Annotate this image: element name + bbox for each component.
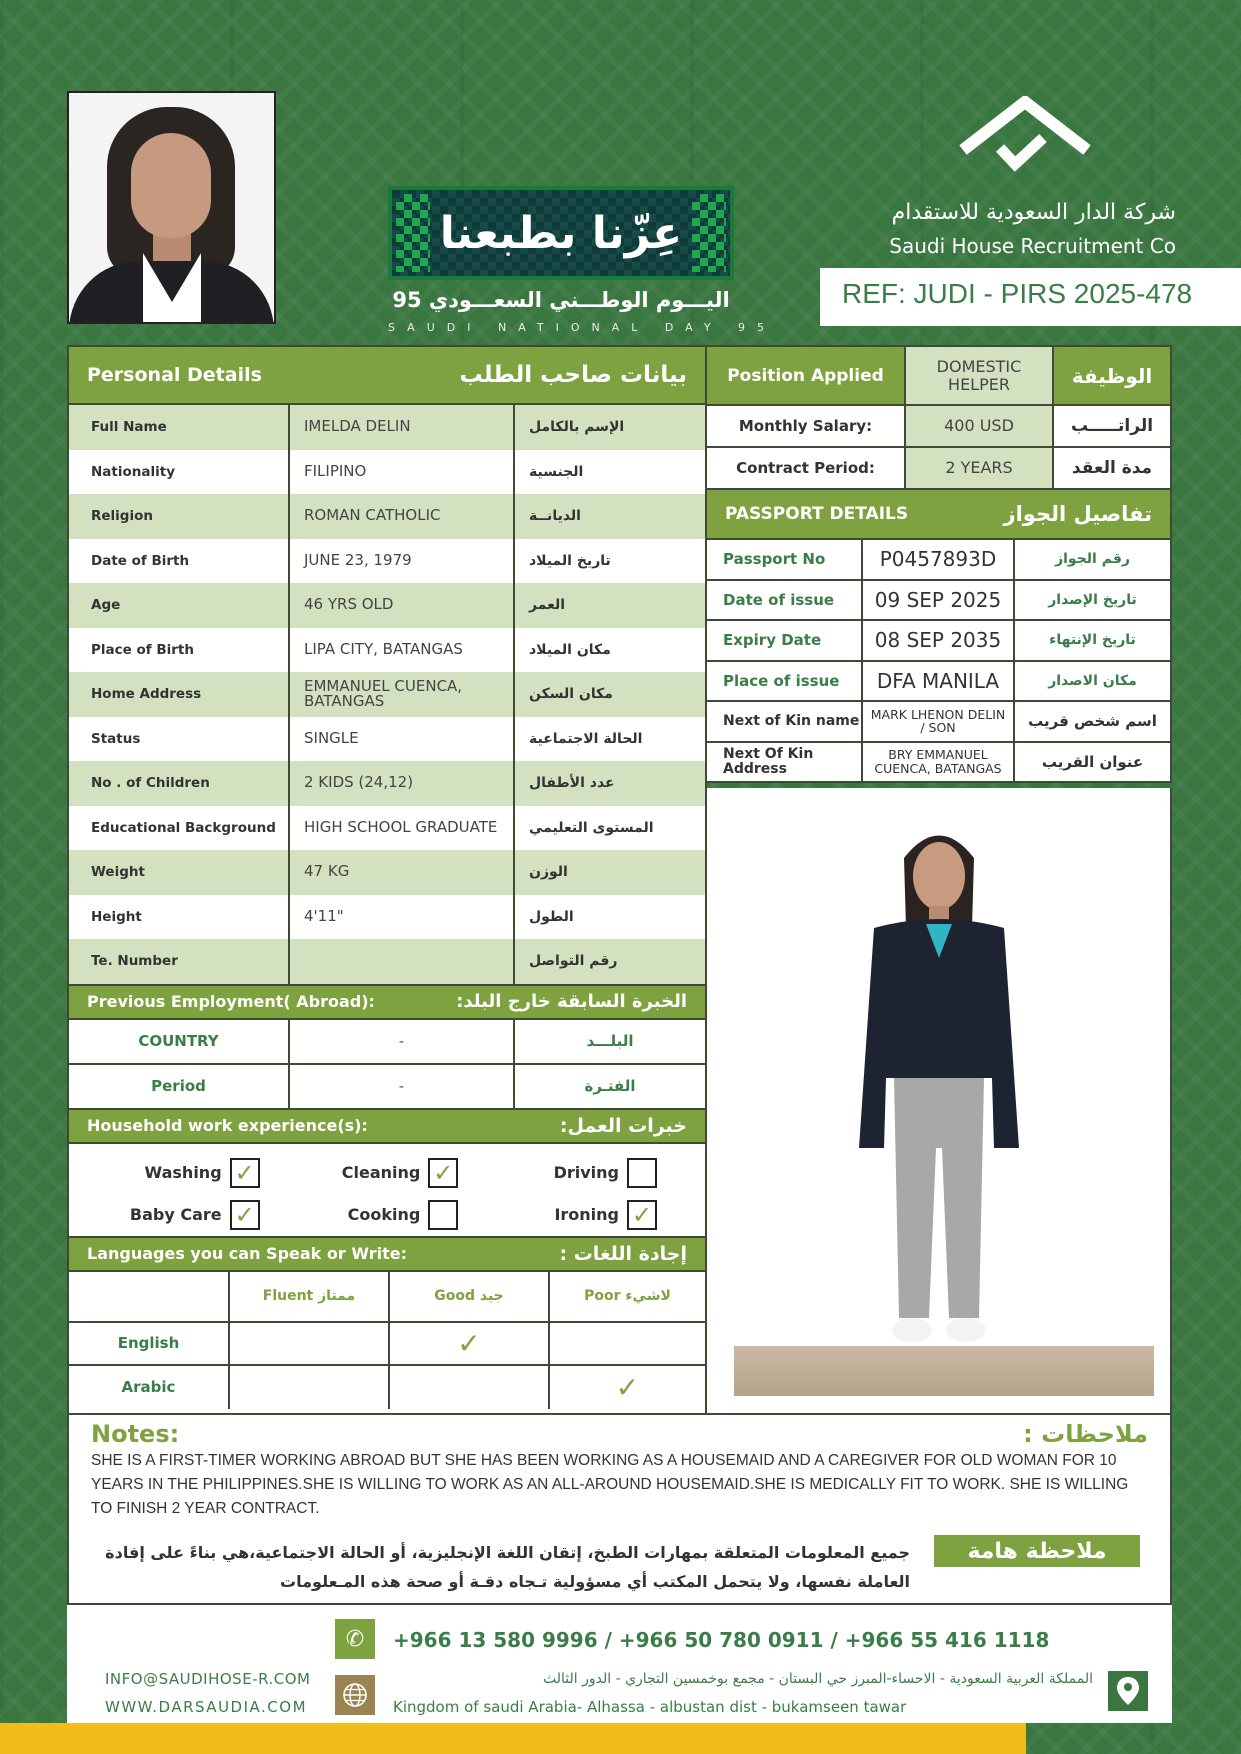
personal-details-rows (69, 405, 705, 984)
passport-label-en: Date of issue (723, 590, 835, 609)
location-pin-icon (1108, 1671, 1148, 1711)
detail-label-ar: مكان الميلاد (529, 641, 611, 658)
detail-value: 4'11" (288, 895, 515, 940)
email-link[interactable]: INFO@SAUDIHOSE-R.COM (105, 1670, 311, 1688)
detail-value: IMELDA DELIN (288, 405, 515, 450)
skill-cleaning (288, 1158, 487, 1188)
passport-label-en: Expiry Date (723, 631, 822, 650)
personal-detail-row (69, 494, 705, 539)
detail-label-en: Te. Number (91, 953, 178, 970)
passport-label-en: Place of issue (723, 671, 840, 690)
position-detail-row (707, 448, 1170, 490)
personal-detail-row (69, 628, 705, 673)
address-ar: المملكة العربية السعودية - الاحساء-المبرز حي البستان - مجمع بوخمسين التجاري - الدور الثالث (542, 1671, 1093, 1687)
level-cell-good (388, 1366, 548, 1409)
checkbox[interactable] (428, 1200, 458, 1230)
position-value: DOMESTIC HELPER (904, 347, 1054, 404)
prev-label-en: COUNTRY (138, 1032, 219, 1050)
passport-label-en: Next of Kin name (723, 712, 860, 729)
section-title-en: Household work experience(s): (87, 1116, 368, 1135)
personal-detail-row (69, 717, 705, 762)
notes-title-ar: ملاحظات : (1023, 1420, 1148, 1448)
detail-value: 2 KIDS (24,12) (288, 761, 515, 806)
detail-label-ar: العمر (529, 597, 566, 614)
national-day-title-en: SAUDI NATIONAL DAY 95 (388, 321, 777, 334)
level-cell-fluent (228, 1366, 388, 1409)
national-day-banner (388, 186, 734, 280)
detail-value: LIPA CITY, BATANGAS (288, 628, 515, 673)
detail-label-en: Full Name (91, 419, 167, 436)
passport-label-ar: تاريخ الإصدار (1048, 591, 1137, 608)
skill-label: Cleaning (341, 1163, 421, 1182)
checkmark-icon: ✓ (433, 1158, 454, 1187)
section-title-ar: بيانات صاحب الطلب (459, 362, 687, 388)
passport-rows (707, 540, 1170, 783)
address-en: Kingdom of saudi Arabia- Alhassa - albustan dist - bukamseen tawar (393, 1698, 907, 1716)
detail-label-en: Height (91, 908, 142, 925)
personal-detail-row (69, 583, 705, 628)
level-column-header: Poor لاشيء (548, 1272, 705, 1321)
detail-label-ar: مكان السكن (529, 686, 613, 703)
previous-employment-row (69, 1065, 705, 1110)
skill-washing (89, 1158, 288, 1188)
personal-detail-row (69, 672, 705, 717)
prev-label-en: Period (151, 1077, 206, 1095)
position-label-en: Monthly Salary: (738, 417, 873, 435)
detail-value: EMMANUEL CUENCA, BATANGAS (288, 672, 515, 717)
detail-value: 46 YRS OLD (288, 583, 515, 628)
applicant-full-body-photo (705, 788, 1172, 1414)
company-logo-icon (955, 96, 1095, 181)
company-name-en: Saudi House Recruitment Co (889, 234, 1176, 258)
checkbox[interactable] (627, 1158, 657, 1188)
position-label-en: Position Applied (727, 365, 884, 386)
passport-row (707, 662, 1170, 703)
passport-value: BRY EMMANUEL CUENCA, BATANGAS (861, 743, 1015, 782)
level-cell-poor (548, 1323, 705, 1364)
previous-employment-header (69, 984, 705, 1020)
passport-label-en: Passport No (723, 550, 826, 569)
detail-value: HIGH SCHOOL GRADUATE (288, 806, 515, 851)
skill-cooking (288, 1200, 487, 1230)
level-column-header: Good جيد (388, 1272, 548, 1321)
detail-label-en: Weight (91, 864, 145, 881)
passport-details-header (707, 490, 1170, 540)
detail-value: JUNE 23, 1979 (288, 539, 515, 584)
national-day-slogan: عِزّنا بطبعنا (439, 207, 683, 259)
detail-label-en: Date of Birth (91, 552, 190, 569)
skill-label: Baby Care (129, 1205, 222, 1224)
checkmark-icon: ✓ (457, 1326, 481, 1360)
checkbox[interactable] (230, 1200, 260, 1230)
section-title-en: Previous Employment( Abroad): (87, 992, 375, 1011)
passport-row (707, 702, 1170, 743)
position-rows (707, 406, 1170, 490)
detail-label-ar: المستوى التعليمي (529, 819, 654, 836)
detail-label-en: Status (91, 730, 141, 747)
contact-footer (67, 1605, 1172, 1723)
detail-label-ar: الطول (529, 908, 574, 925)
skill-label: Ironing (554, 1205, 619, 1224)
languages-header-row (69, 1272, 705, 1323)
globe-icon (335, 1675, 375, 1715)
detail-value: SINGLE (288, 717, 515, 762)
languages-table (69, 1272, 705, 1409)
national-day-title-ar: اليـــوم الوطـــني السعـــودي 95 (392, 288, 730, 312)
detail-label-ar: الديانــة (529, 508, 581, 525)
section-title-ar: تفاصيل الجواز (1003, 502, 1152, 526)
reference-box (820, 268, 1241, 326)
passport-label-ar: مكان الاصدار (1048, 672, 1137, 689)
detail-label-ar: الإسم بالكامل (529, 419, 625, 436)
phone-numbers[interactable]: +966 13 580 9996 / +966 50 780 0911 / +966 55 416 1118 (393, 1628, 1050, 1652)
position-label-ar: الوظيفة (1071, 363, 1153, 388)
checkmark-icon: ✓ (615, 1370, 640, 1404)
skill-ironing (486, 1200, 685, 1230)
passport-row (707, 540, 1170, 581)
company-name-ar: شركة الدار السعودية للاستقدام (891, 200, 1176, 225)
prev-value: - (288, 1020, 515, 1063)
section-title-ar: إجادة اللغات : (559, 1242, 687, 1265)
important-note-section (67, 1532, 1172, 1605)
passport-value: 08 SEP 2035 (861, 621, 1015, 660)
passport-label-ar: اسم شخص قريب (1028, 712, 1157, 731)
prev-label-ar: البلـــد (586, 1032, 634, 1050)
notes-section (67, 1413, 1172, 1534)
detail-label-ar: رقم التواصل (529, 953, 618, 970)
skill-baby-care (89, 1200, 288, 1230)
detail-label-en: Nationality (91, 463, 175, 480)
skill-label: Driving (553, 1163, 619, 1182)
position-applied-row (707, 347, 1170, 406)
previous-employment-row (69, 1020, 705, 1065)
detail-value: FILIPINO (288, 450, 515, 495)
checkmark-icon: ✓ (631, 1200, 653, 1229)
passport-label-ar: رقم الجواز (1055, 551, 1130, 568)
personal-detail-row (69, 539, 705, 584)
checkmark-icon: ✓ (234, 1200, 255, 1229)
passport-value: P0457893D (861, 540, 1015, 579)
section-title-ar: الخبرة السابقة خارج البلد: (456, 991, 687, 1012)
level-cell-fluent (228, 1323, 388, 1364)
checkbox[interactable] (627, 1200, 657, 1230)
language-row (69, 1323, 705, 1366)
reference-number: REF: JUDI - PIRS 2025-478 (842, 278, 1193, 309)
personal-detail-row (69, 939, 705, 984)
detail-label-en: Educational Background (91, 819, 276, 836)
prev-label-ar: الفتـرة (584, 1077, 636, 1095)
languages-header (69, 1238, 705, 1272)
position-label-ar: مدة العقد (1071, 458, 1153, 478)
website-link[interactable]: WWW.DARSAUDIA.COM (105, 1698, 308, 1716)
detail-value: ROMAN CATHOLIC (288, 494, 515, 539)
position-passport-panel (705, 345, 1172, 783)
previous-employment-rows (69, 1020, 705, 1110)
skill-driving (486, 1158, 685, 1188)
passport-value: DFA MANILA (861, 662, 1015, 701)
applicant-portrait-photo (67, 91, 276, 324)
household-experience-checklist (69, 1144, 705, 1238)
standing-figure (854, 818, 1024, 1378)
language-row (69, 1366, 705, 1409)
personal-detail-row (69, 405, 705, 450)
personal-detail-row (69, 806, 705, 851)
detail-label-ar: تاريخ الميلاد (529, 552, 611, 569)
passport-value: MARK LHENON DELIN / SON (861, 702, 1015, 741)
skill-label: Cooking (347, 1205, 421, 1224)
detail-label-ar: عدد الأطفال (529, 775, 615, 792)
personal-details-header (69, 347, 705, 405)
passport-row (707, 743, 1170, 784)
notes-header (91, 1419, 1148, 1449)
detail-label-ar: الجنسية (529, 463, 584, 480)
personal-detail-row (69, 450, 705, 495)
personal-detail-row (69, 850, 705, 895)
language-name: Arabic (121, 1378, 176, 1396)
passport-label-ar: تاريخ الإنتهاء (1049, 632, 1136, 649)
detail-label-ar: الحالة الاجتماعية (529, 730, 643, 747)
section-title-en: PASSPORT DETAILS (725, 504, 909, 524)
detail-value (288, 939, 515, 984)
phone-icon: ✆ (335, 1619, 375, 1659)
detail-label-en: Religion (91, 508, 153, 525)
level-cell-good (388, 1323, 548, 1364)
level-column-header: Fluent ممتاز (228, 1272, 388, 1321)
passport-label-en: Next Of Kin Address (723, 746, 814, 777)
detail-label-ar: الوزن (529, 864, 568, 881)
section-title-ar: خبرات العمل: (559, 1114, 687, 1137)
notes-text: SHE IS A FIRST-TIMER WORKING ABROAD BUT SHE HAS BEEN WORKING AS A HOUSEMAID AND A CAREGIVER FOR OLD WOMAN FOR 10 YEARS IN THE PHILIPPINES.SHE IS WILLING TO WORK AS AN ALL-AROUND HOUSEMAID.SHE IS MEDICALLY FIT TO WORK. SHE IS WILLING TO FINISH 2 YEAR CONTRACT. (91, 1452, 1129, 1517)
passport-row (707, 581, 1170, 622)
position-value: 400 USD (904, 406, 1054, 446)
personal-detail-row (69, 895, 705, 940)
passport-label-ar: عنوان القريب (1041, 752, 1144, 771)
important-note-label: ملاحظة هامة (934, 1535, 1140, 1567)
checkbox[interactable] (428, 1158, 458, 1188)
footer-accent-bar (0, 1723, 1026, 1754)
section-title-en: Personal Details (87, 364, 262, 386)
passport-value: 09 SEP 2025 (861, 581, 1015, 620)
detail-label-en: Age (91, 597, 121, 614)
prev-value: - (288, 1065, 515, 1108)
notes-title-en: Notes: (91, 1420, 180, 1448)
checkbox[interactable] (230, 1158, 260, 1188)
checkmark-icon: ✓ (234, 1158, 255, 1187)
detail-label-en: Place of Birth (91, 641, 194, 658)
household-experience-header (69, 1110, 705, 1144)
section-title-en: Languages you can Speak or Write: (87, 1244, 407, 1263)
personal-detail-row (69, 761, 705, 806)
position-detail-row (707, 406, 1170, 448)
detail-label-en: No . of Children (91, 775, 210, 792)
important-note-text: جميع المعلومات المتعلقة بمهارات الطبخ، إتقان اللغة الإنجليزية، أو الحالة الاجتماعية،هي بناءً على إفادة العاملة نفسها، ولا يتحمل المكتب أي مسؤولية تـجاه دقـة أو صحة هذه المـعلومات (105, 1543, 910, 1591)
level-cell-poor (548, 1366, 705, 1409)
passport-row (707, 621, 1170, 662)
language-name: English (117, 1334, 180, 1352)
position-label-en: Contract Period: (736, 459, 875, 477)
position-value: 2 YEARS (904, 448, 1054, 488)
personal-details-panel (67, 345, 707, 1415)
detail-label-en: Home Address (91, 686, 202, 703)
detail-value: 47 KG (288, 850, 515, 895)
position-label-ar: الراتـــــب (1070, 416, 1154, 436)
skill-label: Washing (144, 1163, 222, 1182)
language-corner-cell (69, 1272, 228, 1321)
